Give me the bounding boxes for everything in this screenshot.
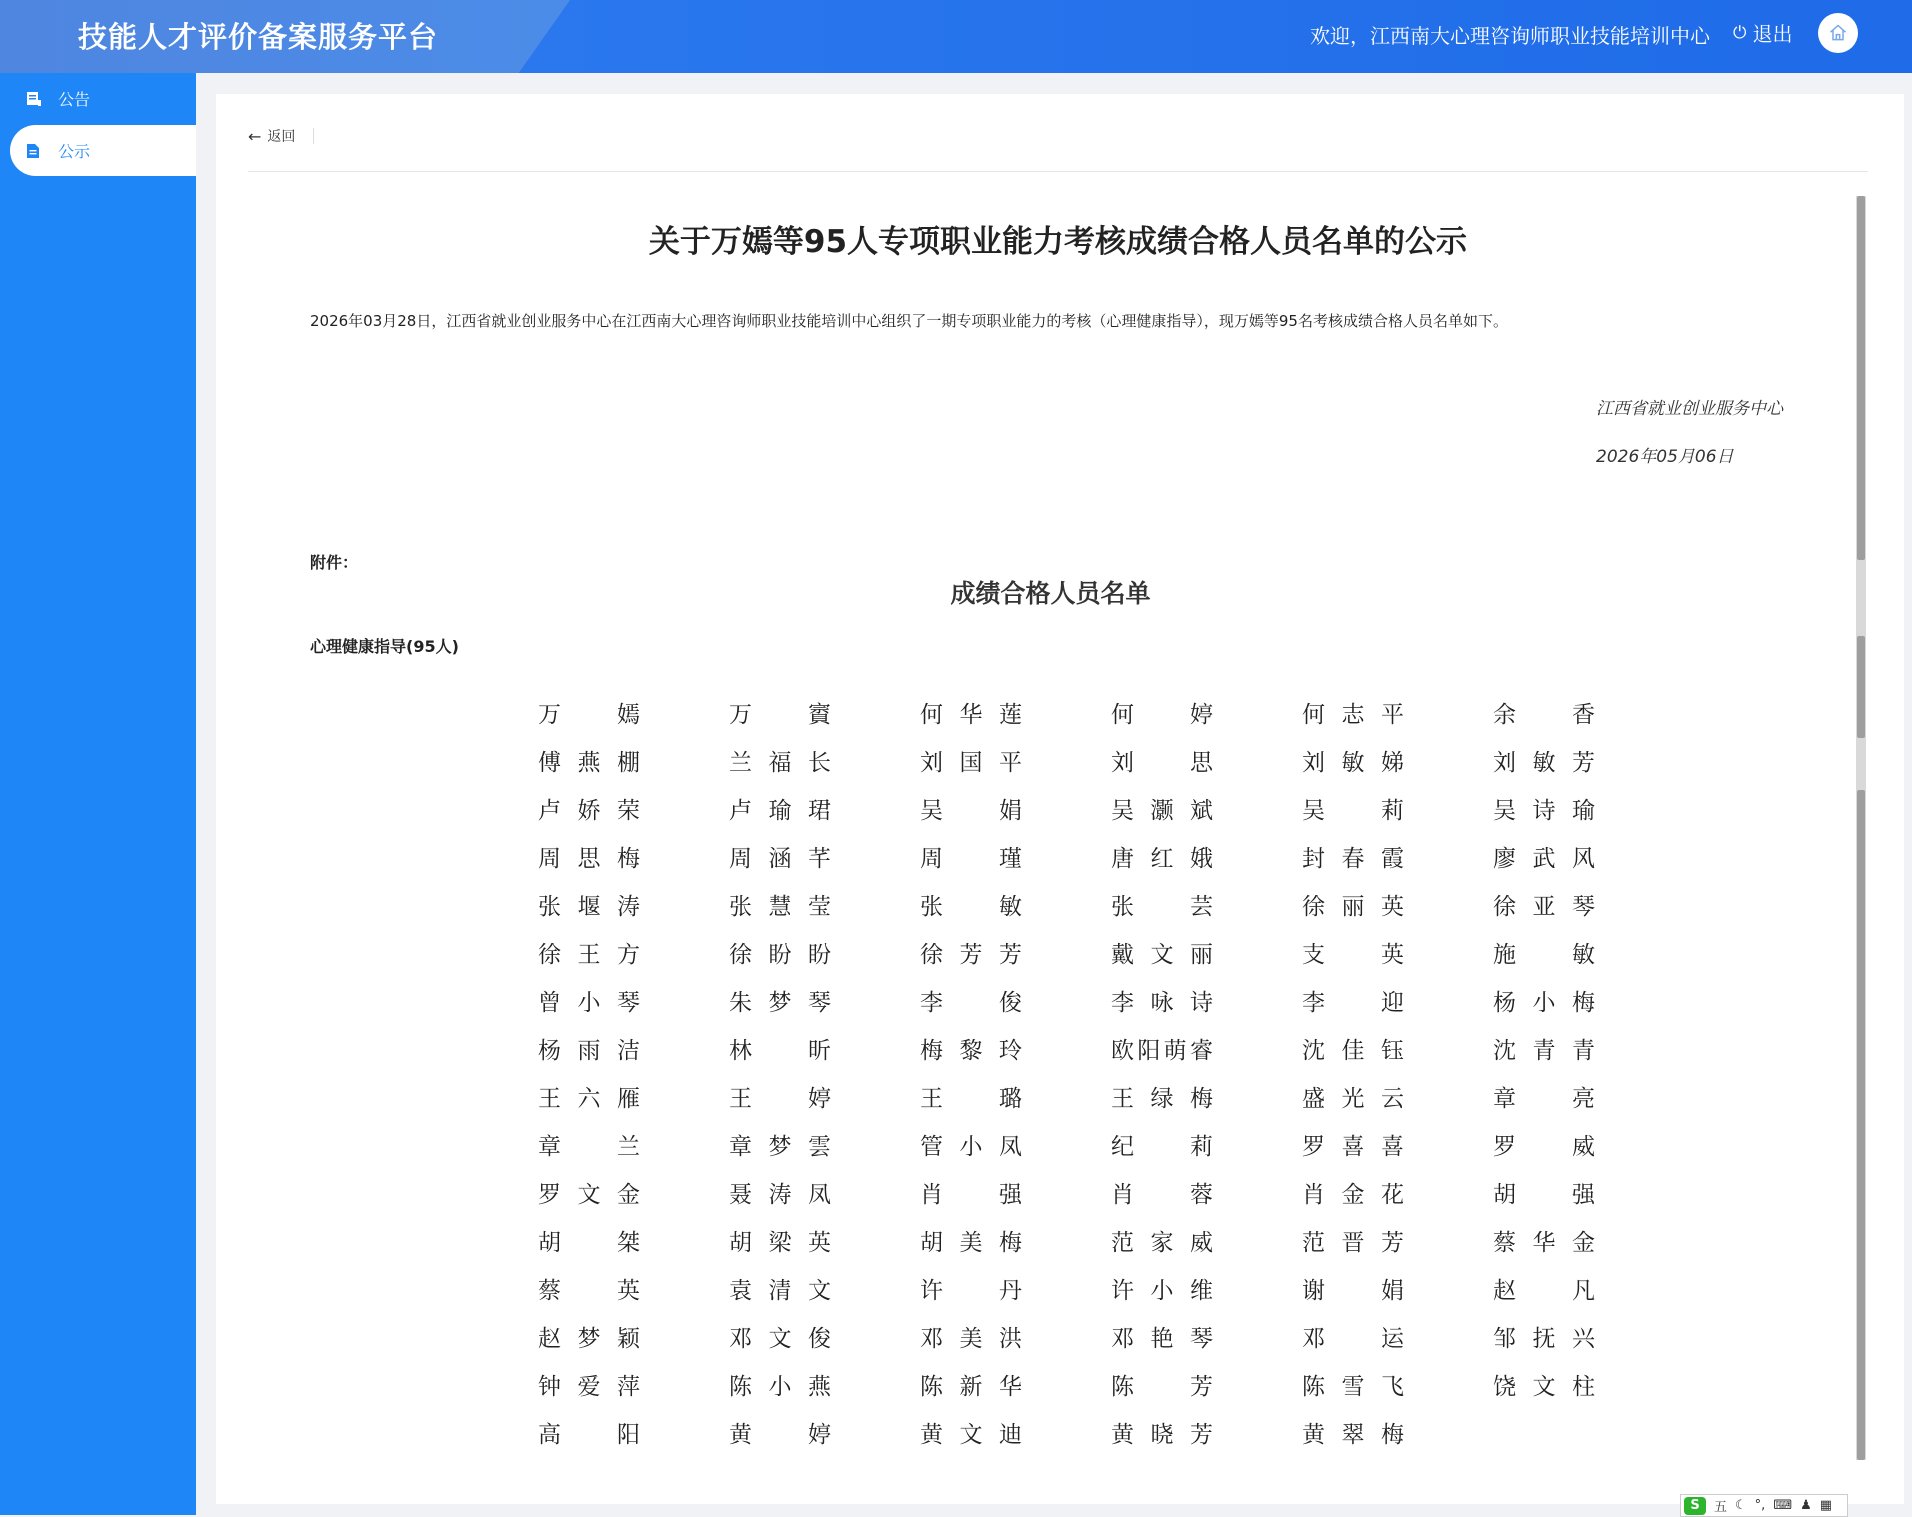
moon-icon[interactable]: ☾ (1735, 1498, 1747, 1513)
back-button[interactable] (248, 124, 314, 148)
name-cell: 吴 灏 斌 (1111, 797, 1213, 824)
name-cell: 聂 涛 凤 (729, 1181, 831, 1208)
name-cell: 沈 佳 钰 (1302, 1037, 1404, 1064)
logout-button[interactable] (1733, 18, 1792, 47)
name-cell: 范 晋 芳 (1302, 1229, 1404, 1256)
user-icon[interactable]: ♟ (1800, 1498, 1812, 1513)
name-cell: 章 梦 雲 (729, 1133, 831, 1160)
category-label: 心理健康指导(95人) (310, 637, 459, 656)
name-cell: 王 璐 (920, 1085, 1022, 1112)
name-cell: 罗 文 金 (538, 1181, 640, 1208)
sidebar-item-announcement[interactable] (10, 73, 196, 124)
name-cell: 万 嫣 (538, 701, 640, 728)
name-cell: 何 志 平 (1302, 701, 1404, 728)
name-cell: 王 绿 梅 (1111, 1085, 1213, 1112)
name-cell: 许 丹 (920, 1277, 1022, 1304)
announcement-icon (26, 91, 44, 107)
name-cell: 支 英 (1302, 941, 1404, 968)
name-cell: 纪 莉 (1111, 1133, 1213, 1160)
name-cell: 杨 小 梅 (1493, 989, 1595, 1016)
ime-logo[interactable]: S (1684, 1497, 1706, 1515)
name-cell: 邓 艳 琴 (1111, 1325, 1213, 1352)
ime-toolbar[interactable] (1680, 1494, 1848, 1517)
name-cell: 朱 梦 琴 (729, 989, 831, 1016)
name-cell: 徐 亚 琴 (1493, 893, 1595, 920)
name-cell: 何 华 莲 (920, 701, 1022, 728)
name-cell: 张 慧 莹 (729, 893, 831, 920)
notice-body: 2026年03月28日，江西省就业创业服务中心在江西南大心理咨询师职业技能培训中心组织了一期专项职业能力的考核（心理健康指导），现万嫣等95名考核成绩合格人员名单如下。 (310, 312, 1508, 330)
scrollbar-thumb[interactable] (1857, 196, 1865, 560)
name-cell: 肖 蓉 (1111, 1181, 1213, 1208)
name-cell: 饶 文 柱 (1493, 1373, 1595, 1400)
name-cell: 傅 燕 棚 (538, 749, 640, 776)
arrow-left-icon: ← (248, 126, 262, 146)
name-cell: 周 涵 芊 (729, 845, 831, 872)
name-cell: 徐 王 方 (538, 941, 640, 968)
name-cell: 邹 抚 兴 (1493, 1325, 1595, 1352)
name-cell: 林 昕 (729, 1037, 831, 1064)
name-cell: 周 瑾 (920, 845, 1022, 872)
sidebar-item-label: 公告 (58, 90, 91, 109)
name-cell: 谢 娟 (1302, 1277, 1404, 1304)
app-title: 技能人才评价备案服务平台 (78, 20, 439, 54)
name-cell: 李 迎 (1302, 989, 1404, 1016)
name-cell: 杨 雨 洁 (538, 1037, 640, 1064)
name-cell: 蔡 华 金 (1493, 1229, 1595, 1256)
name-cell: 钟 爱 萍 (538, 1373, 640, 1400)
name-cell: 吴 莉 (1302, 797, 1404, 824)
scrollbar-thumb[interactable] (1857, 790, 1865, 1460)
name-cell: 封 春 霞 (1302, 845, 1404, 872)
name-cell: 罗 喜 喜 (1302, 1133, 1404, 1160)
name-cell: 周 思 梅 (538, 845, 640, 872)
name-cell: 胡 桀 (538, 1229, 640, 1256)
name-cell: 王 六 雁 (538, 1085, 640, 1112)
name-cell: 徐 丽 英 (1302, 893, 1404, 920)
name-cell: 唐 红 娥 (1111, 845, 1213, 872)
name-cell: 卢 瑜 珺 (729, 797, 831, 824)
name-cell: 李 咏 诗 (1111, 989, 1213, 1016)
name-cell: 范 家 威 (1111, 1229, 1213, 1256)
name-cell: 张 芸 (1111, 893, 1213, 920)
issuer: 江西省就业创业服务中心 (1596, 399, 1783, 419)
name-cell: 许 小 维 (1111, 1277, 1213, 1304)
notice-title: 关于万嫣等95人专项职业能力考核成绩合格人员名单的公示 (648, 224, 1468, 260)
separator (313, 128, 314, 144)
name-cell: 沈 青 青 (1493, 1037, 1595, 1064)
name-cell: 施 敏 (1493, 941, 1595, 968)
name-cell: 何 婷 (1111, 701, 1213, 728)
logout-label: 退出 (1752, 22, 1793, 46)
name-cell: 肖 金 花 (1302, 1181, 1404, 1208)
name-cell: 赵 凡 (1493, 1277, 1595, 1304)
name-cell: 吴 娟 (920, 797, 1022, 824)
scrollbar-thumb[interactable] (1857, 636, 1865, 738)
document-icon (26, 143, 44, 159)
name-cell: 陈 小 燕 (729, 1373, 831, 1400)
name-cell: 李 俊 (920, 989, 1022, 1016)
keyboard-icon[interactable]: ⌨ (1773, 1498, 1793, 1513)
name-cell: 王 婷 (729, 1085, 831, 1112)
notice-content[interactable] (248, 194, 1868, 1494)
issue-date: 2026年05月06日 (1596, 447, 1734, 467)
name-cell: 黄 晓 芳 (1111, 1421, 1213, 1448)
name-cell: 刘 敏 娣 (1302, 749, 1404, 776)
name-cell: 黄 翠 梅 (1302, 1421, 1404, 1448)
name-cell: 吴 诗 瑜 (1493, 797, 1595, 824)
home-button[interactable] (1818, 13, 1858, 53)
name-cell: 蔡 英 (538, 1277, 640, 1304)
name-cell: 张 堰 涛 (538, 893, 640, 920)
main-card (216, 94, 1904, 1504)
name-cell: 邓 运 (1302, 1325, 1404, 1352)
name-cell: 刘 思 (1111, 749, 1213, 776)
name-cell: 章 亮 (1493, 1085, 1595, 1112)
name-cell: 盛 光 云 (1302, 1085, 1404, 1112)
name-cell: 万 賨 (729, 701, 831, 728)
name-cell: 赵 梦 颖 (538, 1325, 640, 1352)
list-title: 成绩合格人员名单 (950, 579, 1151, 608)
name-cell: 陈 芳 (1111, 1373, 1213, 1400)
name-cell: 戴 文 丽 (1111, 941, 1213, 968)
top-header (0, 0, 1912, 73)
sidebar (0, 73, 196, 1515)
name-cell: 卢 娇 荣 (538, 797, 640, 824)
name-cell: 刘 敏 芳 (1493, 749, 1595, 776)
power-icon: ⏻ (1733, 22, 1747, 43)
name-cell: 徐 盼 盼 (729, 941, 831, 968)
sidebar-item-publicity[interactable] (10, 125, 196, 176)
name-cell: 罗 威 (1493, 1133, 1595, 1160)
welcome-text: 欢迎，江西南大心理咨询师职业技能培训中心 (1310, 24, 1710, 48)
name-cell: 袁 清 文 (729, 1277, 831, 1304)
name-cell: 邓 美 洪 (920, 1325, 1022, 1352)
name-cell: 肖 强 (920, 1181, 1022, 1208)
name-cell: 陈 雪 飞 (1302, 1373, 1404, 1400)
name-cell: 管 小 凤 (920, 1133, 1022, 1160)
home-icon (1828, 23, 1848, 43)
attachment-label: 附件： (310, 553, 359, 572)
ime-mode[interactable]: 五 (1714, 1500, 1728, 1515)
name-cell: 兰 福 长 (729, 749, 831, 776)
name-cell: 陈 新 华 (920, 1373, 1022, 1400)
name-cell: 梅 黎 玲 (920, 1037, 1022, 1064)
name-cell: 高 阳 (538, 1421, 640, 1448)
name-cell: 黄 婷 (729, 1421, 831, 1448)
grid-icon[interactable]: ▦ (1819, 1498, 1833, 1513)
name-cell: 邓 文 俊 (729, 1325, 831, 1352)
name-cell: 胡 美 梅 (920, 1229, 1022, 1256)
punctuation-icon[interactable]: °, (1754, 1498, 1766, 1513)
divider (248, 171, 1868, 172)
name-cell: 胡 梁 英 (729, 1229, 831, 1256)
name-cell: 刘 国 平 (920, 749, 1022, 776)
name-cell: 章 兰 (538, 1133, 640, 1160)
name-cell: 黄 文 迪 (920, 1421, 1022, 1448)
name-cell: 余 香 (1493, 701, 1595, 728)
name-cell: 胡 强 (1493, 1181, 1595, 1208)
name-cell: 曾 小 琴 (538, 989, 640, 1016)
scrollbar[interactable] (1856, 196, 1866, 1460)
names-grid (538, 688, 1598, 1456)
name-cell: 徐 芳 芳 (920, 941, 1022, 968)
name-cell: 欧 阳 萌 睿 (1111, 1037, 1213, 1064)
sidebar-item-label: 公示 (58, 142, 91, 161)
name-cell: 廖 武 风 (1493, 845, 1595, 872)
name-cell: 张 敏 (920, 893, 1022, 920)
back-label: 返回 (267, 129, 296, 145)
